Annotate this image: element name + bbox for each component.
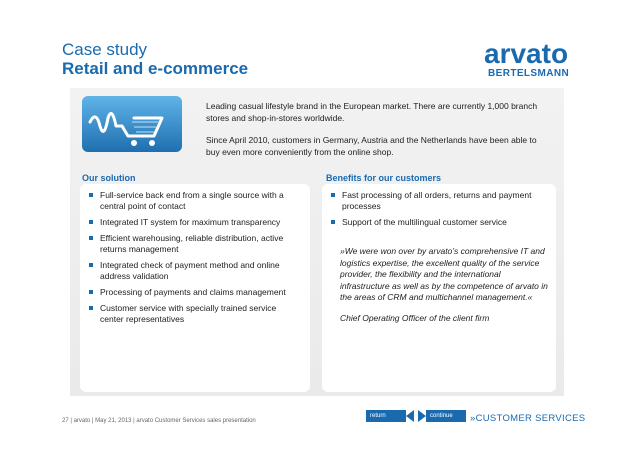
solution-heading: Our solution (82, 173, 136, 183)
list-item: Fast processing of all orders, returns and payment processes (330, 190, 546, 212)
list-item: Integrated IT system for maximum transparency (88, 217, 300, 228)
bullet-icon (331, 220, 335, 224)
case-study-label: Case study (62, 40, 148, 59)
list-item: Integrated check of payment method and online address validation (88, 260, 300, 282)
arvato-logo (484, 40, 574, 82)
return-button[interactable] (366, 410, 406, 422)
quote-author: Chief Operating Officer of the client firm (340, 312, 490, 323)
list-item: Processing of payments and claims management (88, 287, 300, 298)
bullet-icon (89, 263, 93, 267)
solution-list (80, 184, 310, 325)
list-item: Support of the multilingual customer service (330, 217, 546, 228)
logo-wordmark: arvato (484, 38, 569, 69)
quote-text: »We were won over by arvato’s comprehensive IT and logistics expertise, the excellent quality of the service provider, the flexibility and the international infrastructure as well as by the competence of arvato in the areas of CRM and multichannel management.« (340, 246, 548, 302)
intro-text (206, 101, 546, 169)
intro-paragraph-2: Since April 2010, customers in Germany, Austria and the Netherlands have been able to buy even more conveniently from the online shop. (206, 135, 537, 157)
solution-box (80, 184, 310, 392)
bullet-icon (331, 193, 335, 197)
bullet-icon (89, 193, 93, 197)
page-title: Retail and e-commerce (62, 59, 249, 78)
benefits-heading: Benefits for our customers (326, 173, 442, 183)
list-item: Efficient warehousing, reliable distribution, active returns management (88, 233, 300, 255)
bullet-icon (89, 236, 93, 240)
shopping-cart-icon (82, 96, 182, 152)
continue-button[interactable] (426, 410, 466, 422)
return-label: return (370, 413, 386, 419)
bullet-icon (89, 290, 93, 294)
client-quote (340, 246, 550, 333)
footer-text: 27 | arvato | May 21, 2013 | arvato Customer Services sales presentation (62, 418, 256, 424)
continue-label: continue (430, 413, 453, 419)
return-arrow-icon[interactable] (406, 410, 414, 422)
continue-arrow-icon[interactable] (418, 410, 426, 422)
list-item: Full-service back end from a single source with a central point of contact (88, 190, 300, 212)
intro-paragraph-1: Leading casual lifestyle brand in the European market. There are currently 1,000 branch stores and shop-in-stores worldwide. (206, 101, 538, 123)
customer-services-label: »CUSTOMER SERVICES (470, 413, 586, 424)
bullet-icon (89, 306, 93, 310)
list-item: Customer service with specially trained service center representatives (88, 303, 300, 325)
logo-subtitle: BERTELSMANN (488, 68, 570, 79)
benefits-list (322, 184, 556, 228)
bullet-icon (89, 220, 93, 224)
